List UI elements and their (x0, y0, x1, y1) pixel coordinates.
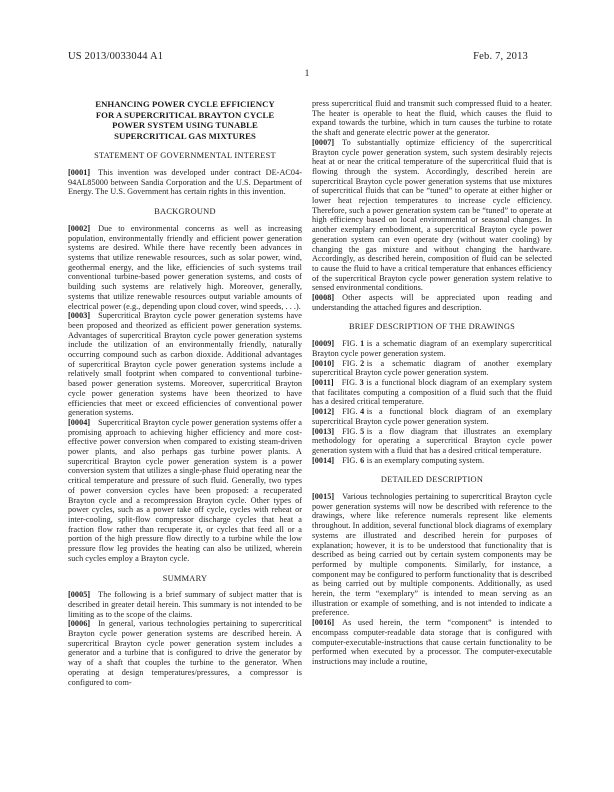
paragraph-0007 (312, 138, 552, 293)
paragraph-0006 (68, 619, 302, 687)
running-header (68, 51, 528, 62)
paragraph-number: [0001] (68, 168, 91, 178)
paragraph-number: [0015] (312, 492, 335, 502)
paragraph-number: [0013] (312, 426, 335, 436)
figure-number: 5 (360, 426, 365, 436)
figure-label: FIG. (342, 426, 358, 436)
paragraph-0004 (68, 418, 302, 564)
section-heading-brief-description: BRIEF DESCRIPTION OF THE DRAWINGS (348, 322, 516, 332)
patent-title (68, 99, 302, 141)
paragraph-number: [0004] (68, 417, 91, 427)
patent-title-line: ENHANCING POWER CYCLE EFFICIENCY (95, 99, 275, 109)
patent-title-line: POWER SYSTEM USING TUNABLE (112, 120, 258, 131)
paragraph-0014 (312, 456, 552, 466)
paragraph-number: [0009] (312, 339, 335, 349)
paragraph-continuation: press supercritical fluid and transmit such compressed fluid to a heater. The heater is operable to heat the fluid, which causes the fluid to expand towards the turbine, which in turn causes the turbine to rotate the shaft and generate electric power at the generator. (312, 99, 552, 138)
paragraph-0002 (68, 224, 302, 311)
left-column (68, 99, 302, 687)
publication-number: US 2013/0033044 A1 (68, 51, 164, 62)
paragraph-0012 (312, 407, 552, 426)
paragraph-text: Supercritical Brayton cycle power generation systems have been proposed and theorized as efficient power generation systems. Advantages of supercritical Brayton cycle power generation systems include the utilization of an environmentally friendly, naturally occurring compound such as carbon dioxide. Additional advantages of supercritical Brayton cycle power generation systems include a relatively small footprint when compared to conventional turbine-based power generation systems. Moreover, supercritical Brayton cycle power generation systems have been theorized to have efficiencies that meet or exceed efficiencies of conventional power generation systems. (68, 311, 302, 418)
section-heading-summary: SUMMARY (162, 573, 208, 583)
section-heading-detailed-description: DETAILED DESCRIPTION (380, 475, 484, 485)
paragraph-0016 (312, 618, 552, 667)
paragraph-text: Various technologies pertaining to supercritical Brayton cycle power generation systems will now be described with reference to the drawings, where like reference numerals represent like elements throughout. In addition, several functional block diagrams of exemplary systems are illustrated and described herein for purposes of explanation; however, it is to be understood that functionality that is described as being carried out by certain system components may be performed by multiple components. Similarly, for instance, a component may be configured to perform functionality that is described as being carried out by multiple components. Additionally, as used herein, the term “exemplary” is intended to mean serving as an illustration or example of something, and is not intended to indicate a preference. (312, 492, 552, 618)
paragraph-0001 (68, 168, 302, 197)
publication-date: Feb. 7, 2013 (473, 51, 528, 62)
figure-number: 6 (360, 455, 365, 465)
paragraph-number: [0007] (312, 137, 335, 147)
paragraph-number: [0003] (68, 311, 91, 321)
figure-number: 4 (360, 407, 365, 417)
patent-title-line: SUPERCRITICAL GAS MIXTURES (114, 130, 256, 141)
paragraph-number: [0005] (68, 590, 91, 600)
paragraph-number: [0011] (312, 377, 334, 387)
figure-number: 3 (359, 377, 364, 387)
figure-number: 2 (360, 358, 365, 368)
paragraph-text: is an exemplary computing system. (366, 455, 485, 465)
paragraph-text: is a flow diagram that illustrates an exemplary methodology for operating a supercritical Brayton cycle power generation system with a fluid that has a desired critical temperature. (312, 426, 552, 455)
page-number: 1 (304, 69, 310, 79)
paragraph-text: To substantially optimize efficiency of the supercritical Brayton cycle power generation system, such system desirably rejects heat at or near the critical temperature of the supercritical fluid that is flowing through the system. Accordingly, described herein are supercritical Brayton cycle power generation systems that use mixtures of supercritical fluids that can be “tuned” to operate at either higher or lower heat rejection temperatures to increase cycle efficiency. Therefore, such a power generation system can be “tuned” to operate at high efficiency based on local environmental or seasonal changes. In another exemplary embodiment, a supercritical Brayton cycle power generation system can even operate dry (without water cooling) by changing the gas mixture and without changing the hardware. Accordingly, as described herein, composition of fluid can be selected to cause the fluid to have a critical temperature that enhances efficiency of the supercritical Brayton cycle power generation system relative to sensed environmental conditions. (312, 137, 552, 293)
paragraph-text: Other aspects will be appreciated upon reading and understanding the attached figures and description. (312, 293, 552, 312)
paragraph-text: is a functional block diagram of an exemplary supercritical Brayton cycle power generation system. (312, 407, 552, 426)
paragraph-0009 (312, 339, 552, 358)
paragraph-text: This invention was developed under contract DE-AC04-94AL85000 between Sandia Corporation and the U.S. Department of Energy. The U.S. Government has certain rights in this invention. (68, 168, 302, 197)
section-heading-governmental-interest: STATEMENT OF GOVERNMENTAL INTEREST (94, 151, 276, 161)
paragraph-number: [0008] (312, 293, 335, 303)
paragraph-text: Due to environmental concerns as well as increasing population, environmentally friendly and efficient power generation systems are desired. While there have recently been advances in systems that utilize renewable resources, such as solar power, wind, geothermal energy, and the like, efficiencies of such systems trail conventional turbine-based power generation systems, and costs of building such systems are relatively high. Moreover, generally, systems that utilize renewable resources output variable amounts of electrical power (e.g., depending upon cloud cover, wind speeds, . . .). (68, 223, 302, 311)
figure-label: FIG. (342, 339, 358, 349)
figure-label: FIG. (342, 455, 358, 465)
figure-label: FIG. (341, 377, 358, 387)
section-heading-background: BACKGROUND (154, 207, 216, 217)
paragraph-text: Supercritical Brayton cycle power generation systems offer a promising approach to achieving higher efficiency and more cost-effective power conversion when compared to existing steam-driven power plants, and also perhaps gas turbine power plants. A supercritical Brayton cycle power generation system is a power conversion system that utilizes a single-phase fluid operating near the critical temperature and pressure of such fluid. Generally, two types of power conversion cycles have been proposed: a recuperated Brayton cycle and a recompression Brayton cycle. Other types of power cycles, such as a power take off cycle, cycles with reheat or inter-cooling, split-flow compressor discharge cycles that heat a fraction flow rather than recuperate it, or cycles that feed all or a portion of the high pressure flow directly to a turbine while the low pressure flow leg provides the heating can also be utilized, wherein such cycles employ a Brayton cycle. (68, 417, 302, 563)
paragraph-text: is a functional block diagram of an exemplary system that facilitates computing a composition of a fluid such that the fluid has a desired critical temperature. (312, 377, 552, 407)
paragraph-0015 (312, 492, 552, 618)
paragraph-0008 (312, 293, 552, 312)
figure-number: 1 (360, 339, 365, 349)
paragraph-number: [0016] (312, 618, 335, 628)
paragraph-number: [0014] (312, 455, 335, 465)
paragraph-0005 (68, 590, 302, 619)
paragraph-text: The following is a brief summary of subject matter that is described in greater detail herein. This summary is not intended to be limiting as to the scope of the claims. (68, 590, 302, 619)
paragraph-text: is a schematic diagram of another exemplary supercritical Brayton cycle power generation system. (312, 358, 552, 378)
paragraph-number: [0006] (68, 619, 91, 629)
figure-label: FIG. (342, 358, 358, 368)
paragraph-text: In general, various technologies pertaining to supercritical Brayton cycle power generation systems are described herein. A supercritical Brayton cycle power generation system includes a generator and a turbine that is configured to drive the generator by way of a shaft that couples the turbine to the generator. When operating at design temperatures/pressures, a compressor is configured to com- (68, 619, 302, 687)
paragraph-0011 (312, 378, 552, 407)
paragraph-text: is a schematic diagram of an exemplary supercritical Brayton cycle power generation system. (312, 339, 552, 358)
patent-title-line: FOR A SUPERCRITICAL BRAYTON CYCLE (95, 109, 275, 120)
paragraph-0010 (312, 359, 552, 378)
paragraph-number: [0010] (312, 358, 335, 368)
paragraph-number: [0002] (68, 223, 91, 233)
paragraph-0013 (312, 427, 552, 456)
figure-label: FIG. (342, 407, 358, 417)
paragraph-text: As used herein, the term “component” is intended to encompass computer-readable data storage that is configured with computer-executable-instructions that cause certain functionality to be performed when executed by a processor. The computer-executable instructions may include a routine, (312, 618, 552, 666)
paragraph-0003 (68, 311, 302, 418)
right-column (312, 99, 552, 667)
paragraph-number: [0012] (312, 407, 335, 417)
